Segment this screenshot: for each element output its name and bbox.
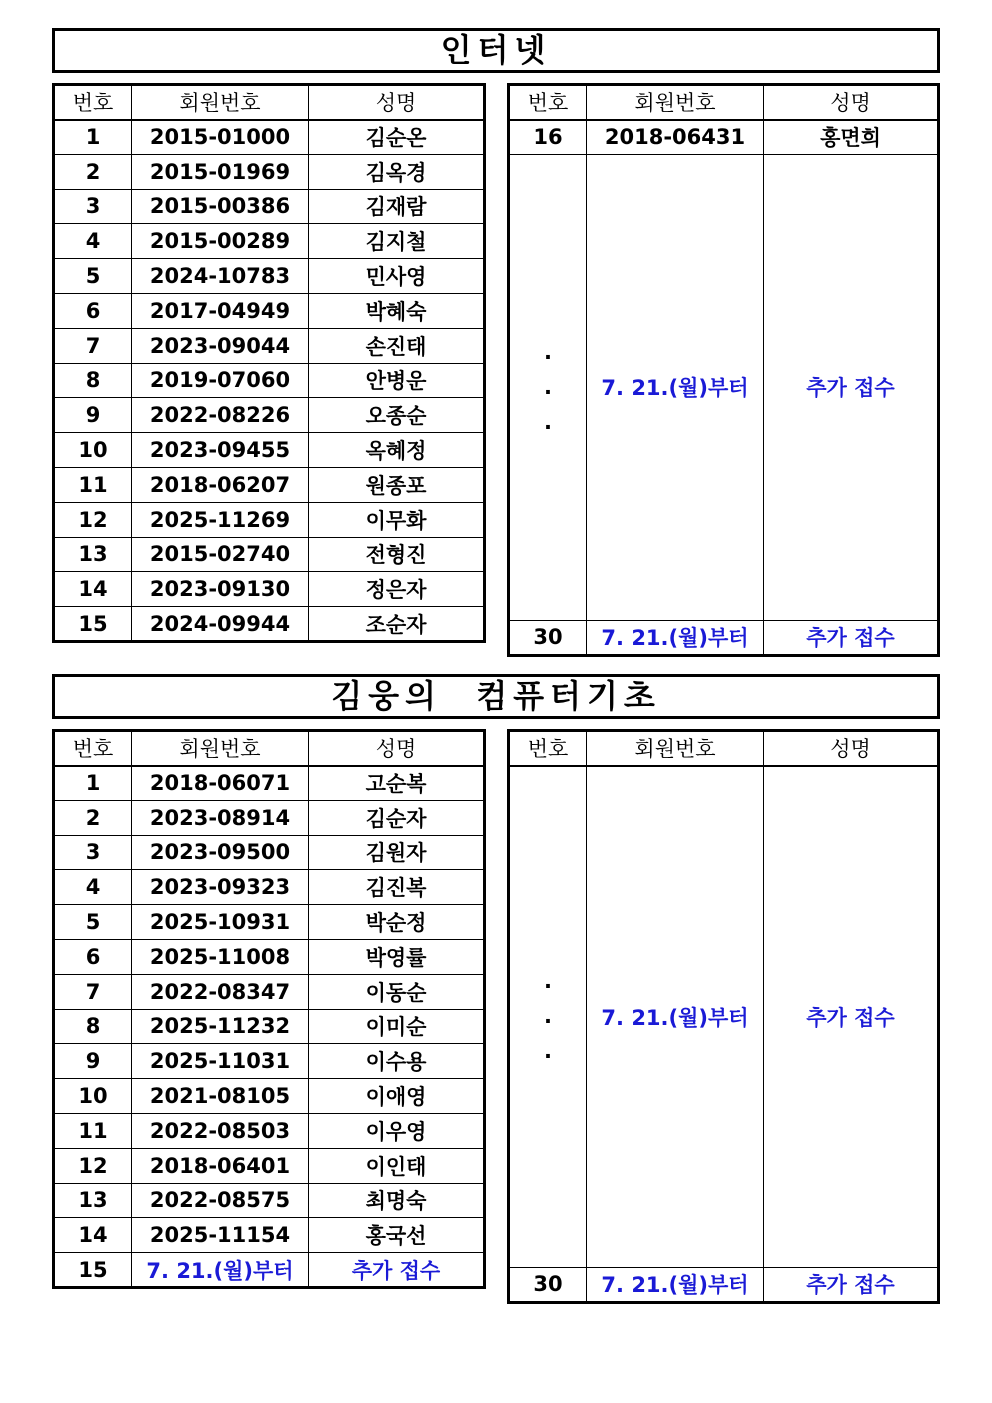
row-name: 김옥경 [309, 154, 485, 189]
row-no: 11 [54, 1113, 132, 1148]
row-member: 2025-11232 [132, 1009, 309, 1044]
row-member: 2015-02740 [132, 537, 309, 572]
row-name: 민사영 [309, 259, 485, 294]
notice-extra: 추가 접수 [764, 1268, 939, 1303]
row-name: 김진복 [309, 870, 485, 905]
row-no: 7 [54, 328, 132, 363]
table-row [54, 467, 485, 502]
row-name: 홍면희 [764, 120, 939, 155]
row-name: 김재람 [309, 189, 485, 224]
ellipsis-dots: . . . [509, 766, 587, 1268]
header-member: 회원번호 [587, 731, 764, 766]
table-row [54, 1009, 485, 1044]
header-name: 성명 [309, 85, 485, 120]
row-no: 30 [509, 1268, 587, 1303]
row-member: 2022-08575 [132, 1183, 309, 1218]
table-row-placeholder [509, 154, 939, 620]
row-no: 13 [54, 1183, 132, 1218]
row-member: 2025-11269 [132, 502, 309, 537]
computer-left-table [52, 729, 486, 1289]
row-member: 2018-06071 [132, 766, 309, 801]
row-member: 2018-06401 [132, 1148, 309, 1183]
row-no: 5 [54, 259, 132, 294]
row-no: 5 [54, 905, 132, 940]
row-member: 2015-01000 [132, 120, 309, 155]
header-member: 회원번호 [132, 731, 309, 766]
table-row [54, 939, 485, 974]
table-row [54, 1079, 485, 1114]
table-row [54, 905, 485, 940]
row-member: 2017-04949 [132, 293, 309, 328]
table-row [54, 189, 485, 224]
internet-right-table [507, 83, 940, 657]
notice-extra: 추가 접수 [309, 1253, 485, 1288]
row-member: 2022-08503 [132, 1113, 309, 1148]
row-no: 4 [54, 224, 132, 259]
table-row [54, 120, 485, 155]
row-no: 14 [54, 1218, 132, 1253]
row-name: 손진태 [309, 328, 485, 363]
row-name: 원종포 [309, 467, 485, 502]
notice-date: 7. 21.(월)부터 [132, 1253, 309, 1288]
section-title-computer-basics: 김웅의 컴퓨터기초 [52, 674, 940, 719]
row-name: 김순온 [309, 120, 485, 155]
row-no: 15 [54, 607, 132, 642]
internet-left-table [52, 83, 486, 643]
table-row [54, 1044, 485, 1079]
row-member: 2025-11008 [132, 939, 309, 974]
table-row [54, 607, 485, 642]
row-member: 2023-09500 [132, 835, 309, 870]
table-row [54, 1113, 485, 1148]
notice-extra: 추가 접수 [764, 766, 939, 1268]
row-no: 11 [54, 467, 132, 502]
header-name: 성명 [764, 731, 939, 766]
row-no: 13 [54, 537, 132, 572]
row-name: 이애영 [309, 1079, 485, 1114]
row-no: 9 [54, 1044, 132, 1079]
notice-date: 7. 21.(월)부터 [587, 1268, 764, 1303]
table-row [54, 224, 485, 259]
row-no: 1 [54, 120, 132, 155]
row-no: 7 [54, 974, 132, 1009]
row-no: 2 [54, 154, 132, 189]
row-name: 박순정 [309, 905, 485, 940]
table-row [54, 835, 485, 870]
row-member: 2023-08914 [132, 800, 309, 835]
row-name: 홍국선 [309, 1218, 485, 1253]
row-member: 2018-06207 [132, 467, 309, 502]
row-name: 정은자 [309, 572, 485, 607]
row-no: 3 [54, 189, 132, 224]
row-no: 8 [54, 1009, 132, 1044]
row-no: 3 [54, 835, 132, 870]
row-member: 2015-00289 [132, 224, 309, 259]
notice-extra: 추가 접수 [764, 154, 939, 620]
row-name: 박영률 [309, 939, 485, 974]
header-name: 성명 [764, 85, 939, 120]
row-member: 2023-09455 [132, 433, 309, 468]
table-row [54, 1253, 485, 1288]
table-row [54, 1183, 485, 1218]
header-no: 번호 [509, 731, 587, 766]
row-no: 30 [509, 620, 587, 655]
row-name: 이수용 [309, 1044, 485, 1079]
row-no: 12 [54, 1148, 132, 1183]
row-no: 4 [54, 870, 132, 905]
header-member: 회원번호 [587, 85, 764, 120]
table-row-placeholder [509, 766, 939, 1268]
row-name: 옥혜정 [309, 433, 485, 468]
table-row [509, 620, 939, 655]
row-name: 최명숙 [309, 1183, 485, 1218]
table-row [509, 1268, 939, 1303]
row-no: 9 [54, 398, 132, 433]
row-member: 2024-10783 [132, 259, 309, 294]
row-name: 김순자 [309, 800, 485, 835]
row-member: 2022-08347 [132, 974, 309, 1009]
row-member: 2024-09944 [132, 607, 309, 642]
row-name: 조순자 [309, 607, 485, 642]
row-no: 10 [54, 1079, 132, 1114]
row-name: 김원자 [309, 835, 485, 870]
row-member: 2022-08226 [132, 398, 309, 433]
table-row [54, 398, 485, 433]
row-no: 2 [54, 800, 132, 835]
header-name: 성명 [309, 731, 485, 766]
row-member: 2025-11154 [132, 1218, 309, 1253]
table-row [509, 120, 939, 155]
computer-right-table [507, 729, 940, 1304]
row-name: 고순복 [309, 766, 485, 801]
table-row [54, 1148, 485, 1183]
row-member: 2025-11031 [132, 1044, 309, 1079]
row-member: 2021-08105 [132, 1079, 309, 1114]
row-no: 16 [509, 120, 587, 155]
notice-date: 7. 21.(월)부터 [587, 620, 764, 655]
table-row [54, 870, 485, 905]
row-no: 15 [54, 1253, 132, 1288]
notice-date: 7. 21.(월)부터 [587, 766, 764, 1268]
header-no: 번호 [54, 731, 132, 766]
row-no: 6 [54, 293, 132, 328]
table-row [54, 800, 485, 835]
row-name: 이인태 [309, 1148, 485, 1183]
table-row [54, 537, 485, 572]
row-name: 김지철 [309, 224, 485, 259]
row-member: 2023-09044 [132, 328, 309, 363]
header-member: 회원번호 [132, 85, 309, 120]
row-name: 이무화 [309, 502, 485, 537]
row-name: 오종순 [309, 398, 485, 433]
row-member: 2019-07060 [132, 363, 309, 398]
row-name: 박혜숙 [309, 293, 485, 328]
header-no: 번호 [54, 85, 132, 120]
table-row [54, 293, 485, 328]
row-no: 6 [54, 939, 132, 974]
row-name: 이우영 [309, 1113, 485, 1148]
notice-extra: 추가 접수 [764, 620, 939, 655]
header-no: 번호 [509, 85, 587, 120]
table-row [54, 328, 485, 363]
table-row [54, 363, 485, 398]
row-member: 2023-09323 [132, 870, 309, 905]
row-no: 12 [54, 502, 132, 537]
table-row [54, 433, 485, 468]
row-no: 8 [54, 363, 132, 398]
table-row [54, 974, 485, 1009]
row-member: 2025-10931 [132, 905, 309, 940]
table-row [54, 259, 485, 294]
row-name: 전형진 [309, 537, 485, 572]
row-name: 이동순 [309, 974, 485, 1009]
row-member: 2015-01969 [132, 154, 309, 189]
row-no: 10 [54, 433, 132, 468]
row-member: 2018-06431 [587, 120, 764, 155]
section-title-internet: 인터넷 [52, 28, 940, 73]
row-no: 1 [54, 766, 132, 801]
row-name: 이미순 [309, 1009, 485, 1044]
row-no: 14 [54, 572, 132, 607]
table-row [54, 766, 485, 801]
table-row [54, 572, 485, 607]
table-row [54, 502, 485, 537]
ellipsis-dots: . . . [509, 154, 587, 620]
row-member: 2023-09130 [132, 572, 309, 607]
notice-date: 7. 21.(월)부터 [587, 154, 764, 620]
table-row [54, 154, 485, 189]
table-row [54, 1218, 485, 1253]
row-member: 2015-00386 [132, 189, 309, 224]
row-name: 안병운 [309, 363, 485, 398]
